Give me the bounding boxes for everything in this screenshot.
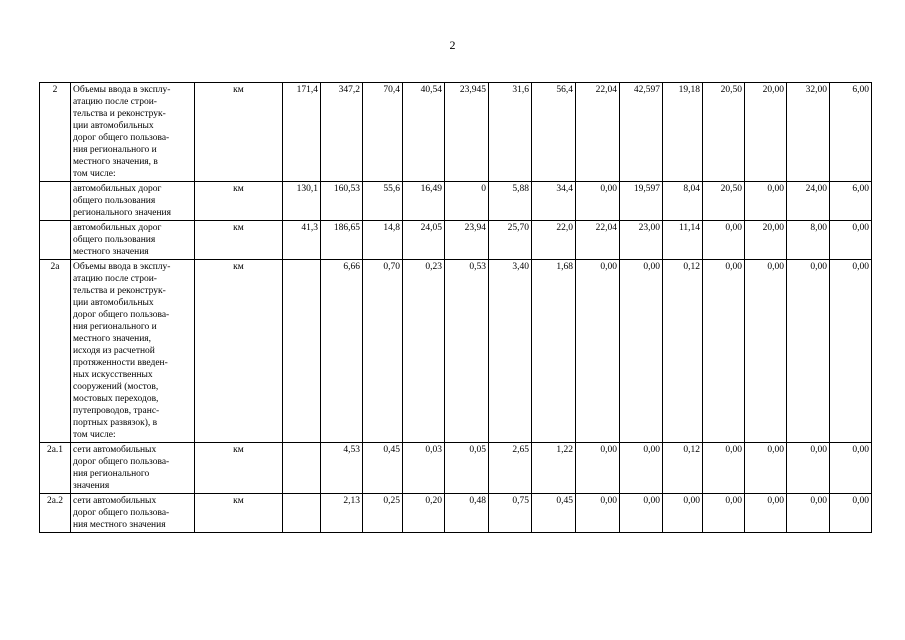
row-description	[71, 494, 195, 533]
value-cell: 0	[445, 182, 489, 221]
row-index: 2а	[40, 260, 71, 443]
value-cell: 22,04	[576, 221, 620, 260]
value-cell: 19,18	[663, 83, 703, 182]
row-description	[71, 182, 195, 221]
value-cell: 2,13	[321, 494, 363, 533]
value-cell: 0,00	[745, 494, 787, 533]
value-cell: 11,14	[663, 221, 703, 260]
value-cell: 20,00	[745, 83, 787, 182]
value-cell: 19,597	[620, 182, 663, 221]
description-line: портных развязок), в	[73, 418, 158, 428]
value-cell: 0,00	[830, 443, 872, 494]
value-cell: 23,00	[620, 221, 663, 260]
description-line: Объемы ввода в эксплу-	[73, 85, 171, 95]
description-line: дорог общего пользова-	[73, 310, 170, 320]
description-line: ции автомобильных	[73, 121, 154, 131]
value-cell: 8,04	[663, 182, 703, 221]
value-cell: 34,4	[532, 182, 576, 221]
value-cell: 0,12	[663, 260, 703, 443]
row-description	[71, 443, 195, 494]
value-cell: 42,597	[620, 83, 663, 182]
description-line: ных искусственных	[73, 370, 153, 380]
description-line: путепроводов, транс-	[73, 406, 160, 416]
row-description	[71, 83, 195, 182]
value-cell: 160,53	[321, 182, 363, 221]
value-cell: 0,00	[576, 494, 620, 533]
value-cell	[283, 494, 321, 533]
value-cell: 25,70	[489, 221, 532, 260]
value-cell: 0,12	[663, 443, 703, 494]
table-row	[40, 260, 872, 443]
table-row	[40, 443, 872, 494]
value-cell: 0,00	[620, 260, 663, 443]
description-line: атацию после строи-	[73, 274, 157, 284]
row-unit: км	[195, 83, 283, 182]
value-cell: 22,0	[532, 221, 576, 260]
value-cell: 41,3	[283, 221, 321, 260]
value-cell: 0,00	[576, 260, 620, 443]
description-line: сети автомобильных	[73, 496, 157, 506]
value-cell: 2,65	[489, 443, 532, 494]
row-index: 2а.2	[40, 494, 71, 533]
description-line: сооружений (мостов,	[73, 382, 159, 392]
value-cell: 0,00	[745, 182, 787, 221]
description-line: атацию после строи-	[73, 97, 157, 107]
value-cell: 20,00	[745, 221, 787, 260]
value-cell: 24,00	[787, 182, 830, 221]
description-line: общего пользования	[73, 235, 156, 245]
data-table	[39, 82, 872, 533]
value-cell: 0,00	[620, 494, 663, 533]
value-cell: 0,00	[703, 443, 745, 494]
value-cell: 0,00	[703, 494, 745, 533]
value-cell: 130,1	[283, 182, 321, 221]
value-cell: 0,75	[489, 494, 532, 533]
value-cell: 55,6	[363, 182, 403, 221]
value-cell: 0,00	[830, 260, 872, 443]
description-line: местного значения	[73, 247, 149, 257]
value-cell	[283, 443, 321, 494]
row-unit: км	[195, 443, 283, 494]
description-line: автомобильных дорог	[73, 223, 162, 233]
description-line: ния регионального и	[73, 322, 157, 332]
value-cell: 0,05	[445, 443, 489, 494]
value-cell: 0,48	[445, 494, 489, 533]
description-line: тельства и реконструк-	[73, 286, 166, 296]
description-line: ния местного значения	[73, 520, 166, 530]
value-cell: 0,70	[363, 260, 403, 443]
row-unit: км	[195, 494, 283, 533]
description-line: мостовых переходов,	[73, 394, 159, 404]
value-cell: 0,53	[445, 260, 489, 443]
value-cell: 56,4	[532, 83, 576, 182]
value-cell: 14,8	[363, 221, 403, 260]
row-description	[71, 260, 195, 443]
value-cell: 0,00	[703, 221, 745, 260]
value-cell: 0,00	[703, 260, 745, 443]
value-cell: 24,05	[403, 221, 445, 260]
value-cell: 22,04	[576, 83, 620, 182]
value-cell: 5,88	[489, 182, 532, 221]
row-index: 2а.1	[40, 443, 71, 494]
value-cell: 70,4	[363, 83, 403, 182]
table-row	[40, 494, 872, 533]
description-line: том числе:	[73, 430, 116, 440]
value-cell: 0,00	[830, 494, 872, 533]
row-description	[71, 221, 195, 260]
row-unit: км	[195, 260, 283, 443]
description-line: значения	[73, 481, 110, 491]
description-line: регионального значения	[73, 208, 171, 218]
row-index	[40, 182, 71, 221]
value-cell: 0,20	[403, 494, 445, 533]
value-cell: 0,00	[745, 443, 787, 494]
description-line: Объемы ввода в эксплу-	[73, 262, 171, 272]
value-cell: 0,23	[403, 260, 445, 443]
description-line: местного значения, в	[73, 157, 158, 167]
value-cell: 0,00	[576, 182, 620, 221]
description-line: дорог общего пользова-	[73, 508, 170, 518]
description-line: автомобильных дорог	[73, 184, 162, 194]
value-cell: 0,00	[787, 443, 830, 494]
table-row	[40, 83, 872, 182]
description-line: исходя из расчетной	[73, 346, 155, 356]
description-line: тельства и реконструк-	[73, 109, 166, 119]
value-cell: 23,945	[445, 83, 489, 182]
value-cell: 1,22	[532, 443, 576, 494]
value-cell: 0,25	[363, 494, 403, 533]
value-cell: 171,4	[283, 83, 321, 182]
value-cell: 3,40	[489, 260, 532, 443]
value-cell: 6,00	[830, 83, 872, 182]
description-line: сети автомобильных	[73, 445, 157, 455]
description-line: общего пользования	[73, 196, 156, 206]
table-body	[40, 83, 872, 533]
value-cell: 31,6	[489, 83, 532, 182]
value-cell: 40,54	[403, 83, 445, 182]
description-line: ния регионального и	[73, 145, 157, 155]
value-cell: 6,00	[830, 182, 872, 221]
value-cell: 20,50	[703, 83, 745, 182]
value-cell	[283, 260, 321, 443]
value-cell: 1,68	[532, 260, 576, 443]
value-cell: 32,00	[787, 83, 830, 182]
value-cell: 0,00	[620, 443, 663, 494]
description-line: местного значения,	[73, 334, 152, 344]
value-cell: 4,53	[321, 443, 363, 494]
description-line: ции автомобильных	[73, 298, 154, 308]
description-line: ния регионального	[73, 469, 150, 479]
value-cell: 347,2	[321, 83, 363, 182]
value-cell: 0,45	[532, 494, 576, 533]
row-index: 2	[40, 83, 71, 182]
value-cell: 0,00	[830, 221, 872, 260]
row-unit: км	[195, 182, 283, 221]
page-number: 2	[449, 38, 456, 52]
row-index	[40, 221, 71, 260]
value-cell: 0,00	[745, 260, 787, 443]
table-row	[40, 221, 872, 260]
description-line: дорог общего пользова-	[73, 133, 170, 143]
value-cell: 0,00	[787, 494, 830, 533]
value-cell: 0,45	[363, 443, 403, 494]
value-cell: 0,00	[576, 443, 620, 494]
value-cell: 0,00	[787, 260, 830, 443]
description-line: том числе:	[73, 169, 116, 179]
value-cell: 6,66	[321, 260, 363, 443]
value-cell: 20,50	[703, 182, 745, 221]
value-cell: 186,65	[321, 221, 363, 260]
value-cell: 0,03	[403, 443, 445, 494]
value-cell: 23,94	[445, 221, 489, 260]
description-line: дорог общего пользова-	[73, 457, 170, 467]
value-cell: 0,00	[663, 494, 703, 533]
description-line: протяженности введен-	[73, 358, 168, 368]
row-unit: км	[195, 221, 283, 260]
table-row	[40, 182, 872, 221]
value-cell: 16,49	[403, 182, 445, 221]
value-cell: 8,00	[787, 221, 830, 260]
